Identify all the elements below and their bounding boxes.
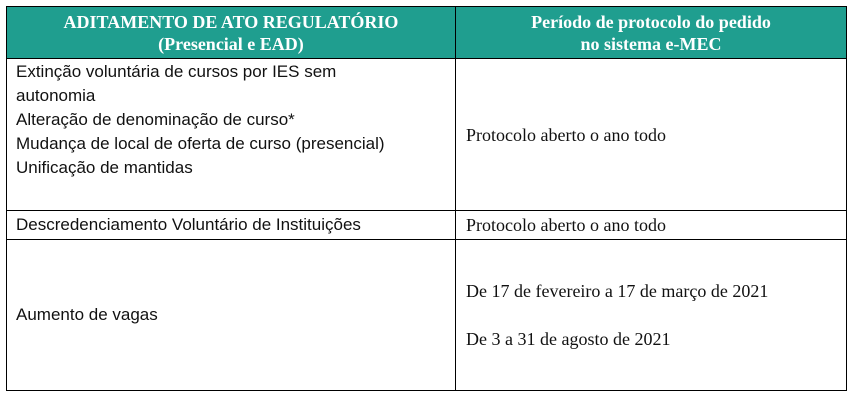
- table-row: [7, 59, 847, 211]
- header-act-type-line-2: (Presencial e EAD): [158, 33, 304, 54]
- protocol-period: Protocolo aberto o ano todo: [466, 215, 666, 235]
- table-header-row: [7, 7, 847, 59]
- act-item: autonomia: [16, 86, 96, 105]
- act-item: Aumento de vagas: [16, 305, 158, 324]
- act-item: Extinção voluntária de cursos por IES sem: [16, 62, 337, 81]
- table-row: [7, 211, 847, 240]
- act-type-cell: [7, 59, 456, 211]
- act-item: Alteração de denominação de curso*: [16, 110, 295, 129]
- regulatory-amendment-table: [6, 6, 847, 391]
- protocol-period: De 17 de fevereiro a 17 de março de 2021: [466, 281, 769, 301]
- header-act-type-line-1: ADITAMENTO DE ATO REGULATÓRIO: [63, 11, 399, 32]
- act-item: Mudança de local de oferta de curso (presencial): [16, 134, 385, 153]
- header-protocol-period-line-1: Período de protocolo do pedido: [531, 11, 771, 32]
- protocol-period-cell: [456, 59, 847, 211]
- act-item: Unificação de mantidas: [16, 158, 193, 177]
- header-protocol-period-line-2: no sistema e-MEC: [580, 33, 722, 54]
- act-type-cell: [7, 211, 456, 240]
- header-act-type: [7, 7, 456, 59]
- act-type-cell: [7, 240, 456, 391]
- protocol-period-cell: [456, 240, 847, 391]
- protocol-period: De 3 a 31 de agosto de 2021: [466, 329, 671, 349]
- protocol-period-cell: [456, 211, 847, 240]
- protocol-period: Protocolo aberto o ano todo: [466, 124, 666, 145]
- table-row: [7, 240, 847, 391]
- act-item: Descredenciamento Voluntário de Instituições: [16, 215, 361, 234]
- header-protocol-period: [456, 7, 847, 59]
